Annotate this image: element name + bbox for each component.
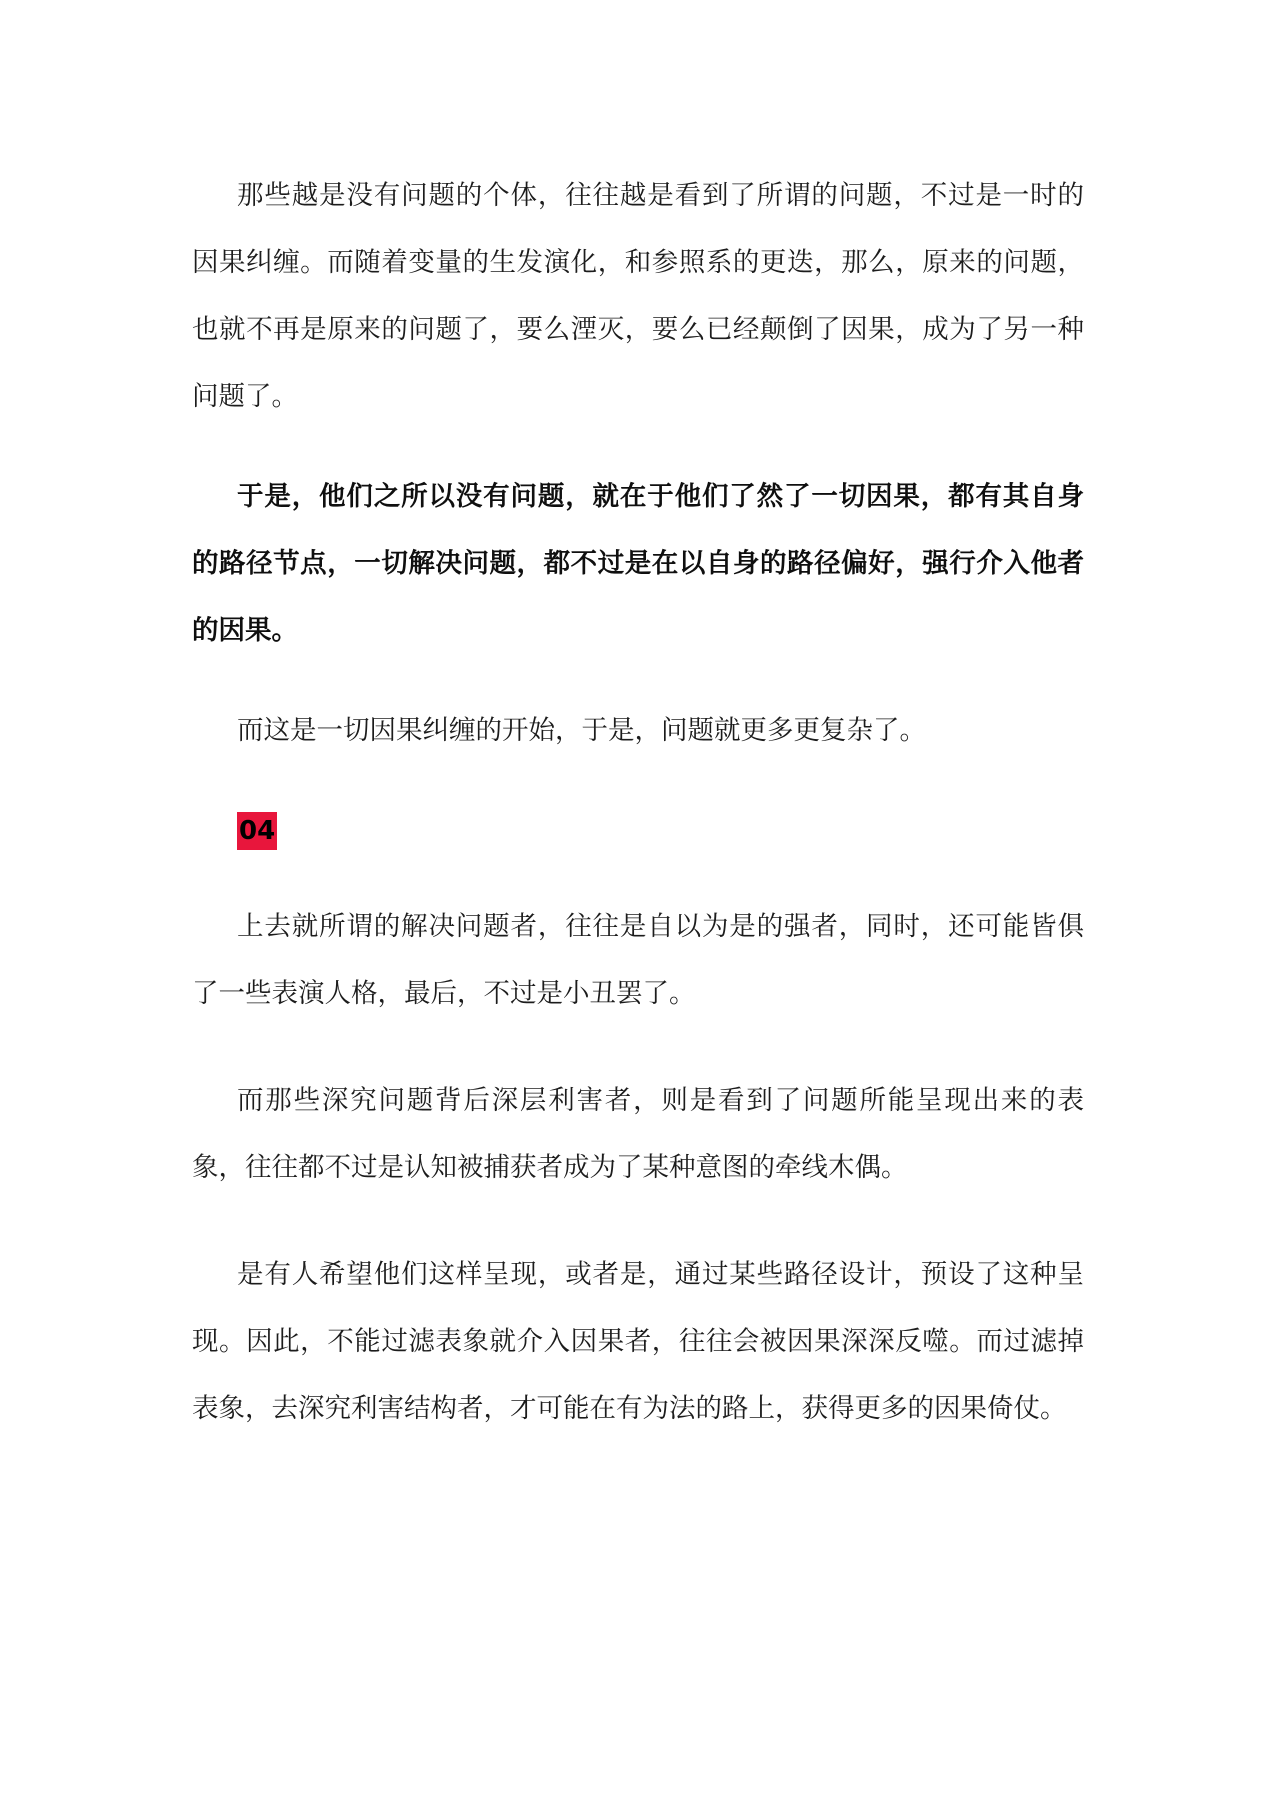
section-number-badge: 04	[237, 812, 277, 850]
paragraph-1: 那些越是没有问题的个体，往往越是看到了所谓的问题，不过是一时的因果纠缠。而随着变量的生发演化，和参照系的更迭，那么，原来的问题，也就不再是原来的问题了，要么湮灭，要么已经颠倒了因果，成为了另一种问题了。	[192, 180, 1084, 412]
section-heading-row	[192, 804, 1084, 854]
paragraph-5: 而那些深究问题背后深层利害者，则是看到了问题所能呈现出来的表象，往往都不过是认知被捕获者成为了某种意图的牵线木偶。	[192, 1085, 1084, 1183]
article-body	[192, 162, 1084, 1442]
paragraph-2-bold: 于是，他们之所以没有问题，就在于他们了然了一切因果，都有其自身的路径节点，一切解决问题，都不过是在以自身的路径偏好，强行介入他者的因果。	[192, 481, 1084, 646]
paragraph-6: 是有人希望他们这样呈现，或者是，通过某些路径设计，预设了这种呈现。因此，不能过滤表象就介入因果者，往往会被因果深深反噬。而过滤掉表象，去深究利害结构者，才可能在有为法的路上，获得更多的因果倚仗。	[192, 1259, 1084, 1424]
paragraph-3: 而这是一切因果纠缠的开始，于是，问题就更多更复杂了。	[237, 715, 926, 746]
paragraph-4: 上去就所谓的解决问题者，往往是自以为是的强者，同时，还可能皆俱了一些表演人格，最后，不过是小丑罢了。	[192, 911, 1084, 1009]
